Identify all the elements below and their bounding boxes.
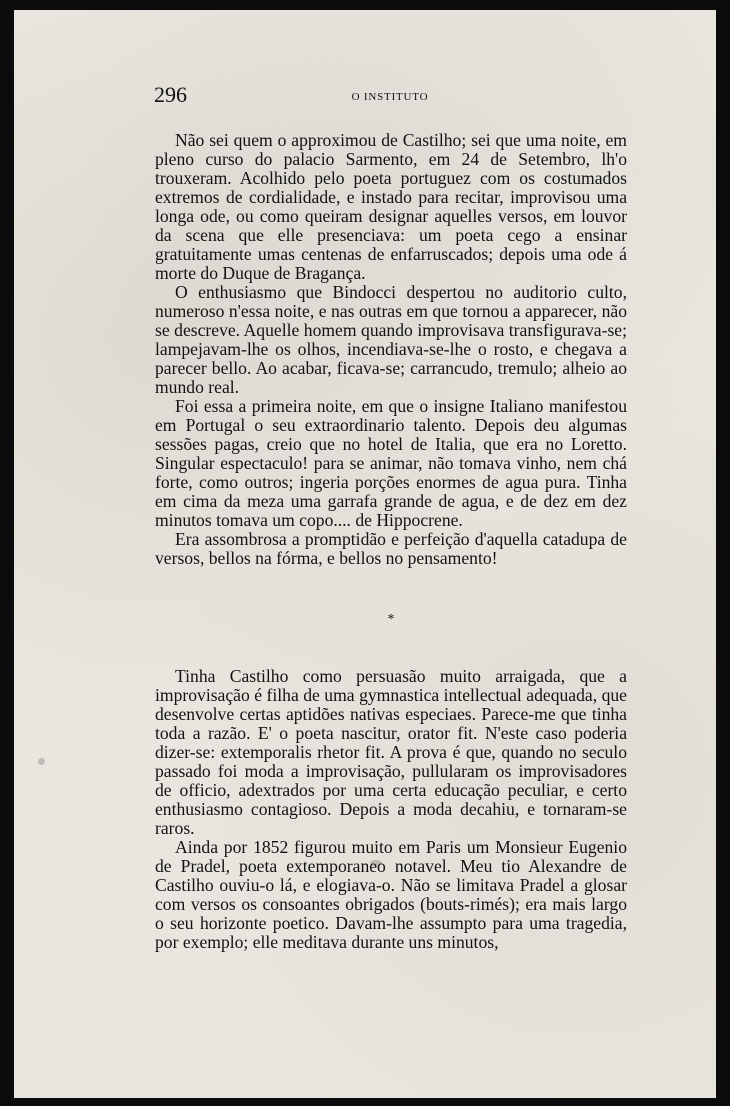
text-block-2 [155,667,627,952]
section-separator: * [387,612,395,627]
running-title: O INSTITUTO [351,91,429,103]
paragraph: O enthusiasmo que Bindocci despertou no auditorio culto, numeroso n'essa noite, e nas outras em que tornou a apparecer, não se descreve. Aquelle homem quando improvisava transfigurava-se; lampejavam-lhe os olhos, incendiava-se-lhe o rosto, e chegava a parecer bello. Ao acabar, ficava-se; carrancudo, tremulo; alheio ao mundo real. [155,282,627,397]
text-block-1 [155,131,627,568]
running-header [154,82,626,112]
paragraph: Não sei quem o approximou de Castilho; sei que uma noite, em pleno curso do palacio Sarmento, em 24 de Setembro, lh'o trouxeram. Acolhido pelo poeta portuguez com os costumados extremos de cordialidade, e instado para recitar, improvisou uma longa ode, ou como queiram designar aquelles versos, em louvor da scena que elle presenciava: um poeta cego a ensinar gratuitamente umas centenas de enfarruscados; depois uma ode á morte do Duque de Bragança. [155,130,627,283]
paragraph: Ainda por 1852 figurou muito em Paris um Monsieur Eugenio de Pradel, poeta extemporaneo notavel. Meu tio Alexandre de Castilho ouviu-o lá, e elogiava-o. Não se limitava Pradel a glosar com versos os consoantes obrigados (bouts-rimés); era mais largo o seu horizonte poetico. Davam-lhe assumpto para uma tragedia, por exemplo; elle meditava durante uns minutos, [155,837,627,952]
page-number: 296 [154,82,187,107]
paragraph: Tinha Castilho como persuasão muito arraigada, que a improvisação é filha de uma gymnastica intellectual adequada, que desenvolve certas aptidões nativas especiaes. Parece-me que tinha toda a razão. E' o poeta nascitur, orator fit. N'este caso poderia dizer-se: extemporalis rhetor fit. A prova é que, quando no seculo passado foi moda a improvisação, pullularam os improvisadores de officio, adextrados por uma certa educação peculiar, e certo enthusiasmo contagioso. Depois a moda decahiu, e tornaram-se raros. [155,666,627,838]
ink-smudge [38,758,45,765]
paragraph: Era assombrosa a promptidão e perfeição d'aquella catadupa de versos, bellos na fórma, e bellos no pensamento! [155,529,627,568]
paragraph: Foi essa a primeira noite, em que o insigne Italiano manifestou em Portugal o seu extraordinario talento. Depois deu algumas sessões pagas, creio que no hotel de Italia, que era no Loretto. Singular espectaculo! para se animar, não tomava vinho, nem chá forte, como outros; ingeria porções enormes de agua pura. Tinha em cima da meza uma garrafa grande de agua, e de dez em dez minutos tomava um copo.... de Hippocrene. [155,396,627,530]
